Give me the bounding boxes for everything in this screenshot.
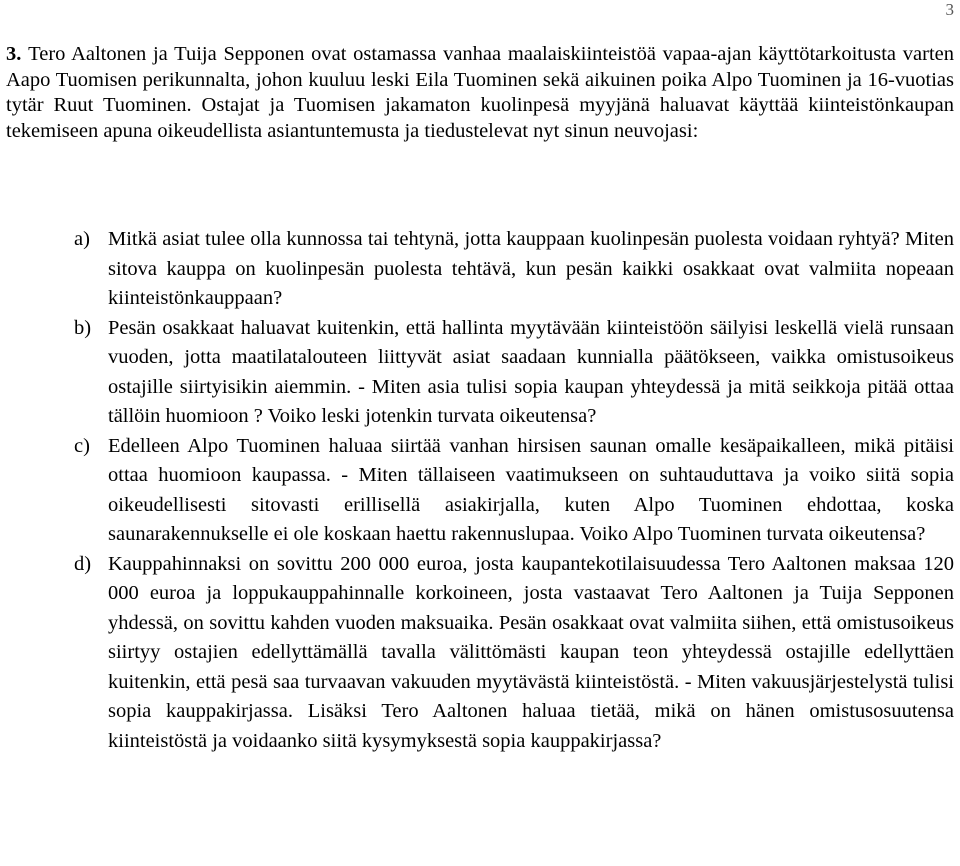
subquestion-letter: b)	[74, 316, 92, 339]
subquestion-a	[74, 225, 954, 314]
subquestion-b	[74, 314, 954, 432]
subquestion-text: Edelleen Alpo Tuominen haluaa siirtää vanhan hirsisen saunan omalle kesäpaikalleen, mikä pitäisi ottaa huomioon kaupassa. - Miten tällaiseen vaatimukseen on suhtauduttava ja voiko siitä sopia oikeudellisesti sitovasti erillisellä asiakirjalla, kuten Alpo Tuominen ehdottaa, koska saunarakennukselle ei ole koskaan haettu rakennuslupaa. Voiko Alpo Tuominen turvata oikeutensa?	[108, 434, 954, 545]
question-text: Tero Aaltonen ja Tuija Sepponen ovat ostamassa vanhaa maalaiskiinteistöä vapaa-ajan käyttötarkoitusta varten Aapo Tuomisen perikunnalta, johon kuuluu leski Eila Tuominen sekä aikuinen poika Alpo Tuominen ja 16-vuotias tytär Ruut Tuominen. Ostajat ja Tuomisen jakamaton kuolinpesä myyjänä haluavat käyttää kiinteistönkaupan tekemiseen apuna oikeudellista asiantuntemusta ja tiedustelevat nyt sinun neuvojasi:	[6, 43, 954, 142]
subquestion-c	[74, 432, 954, 550]
subquestion-text: Kauppahinnaksi on sovittu 200 000 euroa, josta kaupantekotilaisuudessa Tero Aaltonen maksaa 120 000 euroa ja loppukauppahinnalle korkoineen, josta vastaavat Tero Aaltonen ja Tuija Sepponen yhdessä, on sovittu kahden vuoden maksuaika. Pesän osakkaat ovat valmiita siihen, että omistusoikeus siirtyy ostajien edellyttämällä tavalla välittömästi kaupan teon yhteydessä ostajille edellyttäen kuitenkin, että pesä saa turvaavan vakuuden myytävästä kiinteistöstä. - Miten vakuusjärjestelystä tulisi sopia kauppakirjassa. Lisäksi Tero Aaltonen haluaa tietää, mikä on hänen omistusosuutensa kiinteistöstä ja voidaanko siitä kysymyksestä sopia kauppakirjassa?	[108, 552, 954, 752]
subquestion-letter: a)	[74, 228, 90, 250]
subquestion-d	[74, 550, 954, 757]
question-intro	[6, 42, 954, 144]
question-number: 3.	[6, 43, 22, 65]
subquestion-text: Mitkä asiat tulee olla kunnossa tai tehtynä, jotta kauppaan kuolinpesän puolesta voidaan ryhtyä? Miten sitova kauppa on kuolinpesän puolesta tehtävä, kun pesän kaikki osakkaat ovat valmiita nopeaan kiinteistönkauppaan?	[108, 228, 954, 309]
subquestion-list	[74, 225, 954, 756]
subquestion-letter: c)	[74, 434, 90, 457]
page-number: 3	[945, 0, 954, 19]
subquestion-text: Pesän osakkaat haluavat kuitenkin, että hallinta myytävään kiinteistöön säilyisi leskellä vielä runsaan vuoden, jotta maatilatalouteen liittyvät asiat saadaan kunnialla päätökseen, vaikka omistusoikeus ostajille siirtyisikin aiemmin. - Miten asia tulisi sopia kaupan yhteydessä ja mitä seikkoja pitää ottaa tällöin huomioon ? Voiko leski jotenkin turvata oikeutensa?	[108, 316, 954, 427]
subquestion-letter: d)	[74, 552, 92, 575]
